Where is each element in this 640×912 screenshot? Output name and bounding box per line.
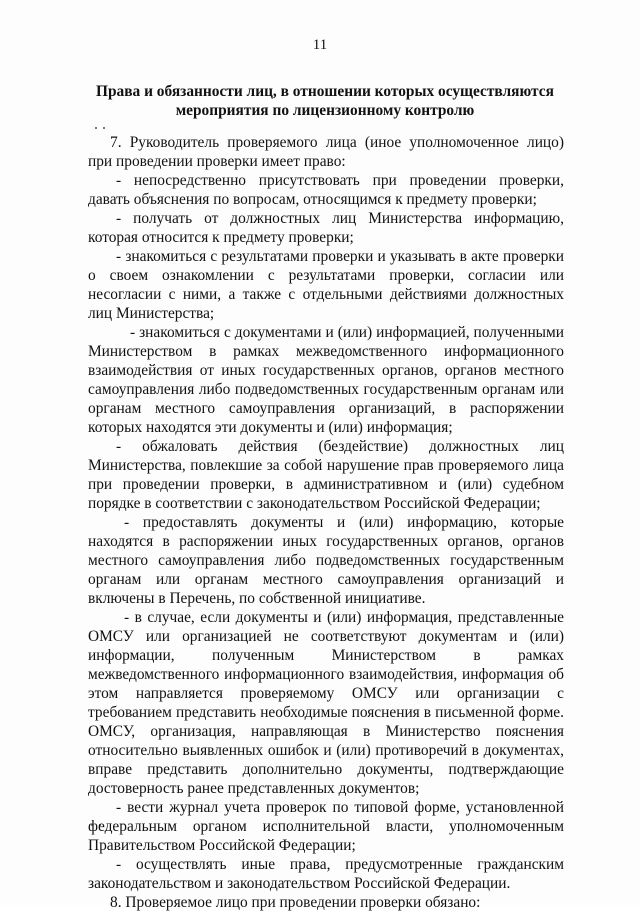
section-title-line-1: Права и обязанности лиц, в отношении которых осуществляются [96, 83, 554, 100]
paragraph: - непосредственно присутствовать при проведении проверки, давать объяснения по вопросам, относящимся к предмету проверки; [88, 172, 564, 208]
paragraph: - обжаловать действия (бездействие) должностных лиц Министерства, повлекшие за собой нарушение прав проверяемого лица при проведении проверки, в административном и (или) судебном порядке в соответствии с законодательством Российской Федерации; [88, 438, 564, 512]
page-number: 11 [312, 37, 328, 53]
section-title [90, 82, 560, 120]
paragraph: - предоставлять документы и (или) информацию, которые находятся в распоряжении иных государственных органов, органов местного самоуправления либо подведомственных государственным органам или органам местного самоуправления организаций и включены в Перечень, по собственной инициативе. [88, 514, 564, 607]
section-title-line-2: мероприятия по лицензионному контролю [175, 102, 475, 119]
scan-speck [95, 127, 97, 129]
paragraph: - осуществлять иные права, предусмотренные гражданским законодательством и законодательством Российской Федерации. [88, 856, 564, 892]
scan-speck [103, 127, 105, 129]
document-body [88, 133, 564, 912]
paragraph: - знакомиться с результатами проверки и указывать в акте проверки о своем ознакомлении с результатами проверки, согласии или несогласии с ними, а также с отдельными действиями должностных лиц Министерства; [88, 248, 564, 322]
paragraph: 8. Проверяемое лицо при проведении проверки обязано: [110, 894, 481, 911]
paragraph: - вести журнал учета проверок по типовой форме, установленной федеральным органом исполнительной власти, уполномоченным Правительством Российской Федерации; [88, 799, 564, 854]
paragraph: - в случае, если документы и (или) информация, представленные ОМСУ или организацией не соответствуют документам и (или) информации, полученным Министерством в рамках межведомственного информационного взаимодействия, информация об этом направляется проверяемому ОМСУ или организации с требованием представить необходимые пояснения в письменной форме. ОМСУ, организация, направляющая в Министерство пояснения относительно выявленных ошибок и (или) противоречий в документах, вправе представить дополнительно документы, подтверждающие достоверность ранее представленных документов; [88, 609, 564, 797]
paragraph: 7. Руководитель проверяемого лица (иное уполномоченное лицо) при проведении проверки имеет право: [88, 134, 564, 170]
paragraph: - знакомиться с документами и (или) информацией, полученными Министерством в рамках межведомственного информационного взаимодействия от иных государственных органов, органов местного самоуправления либо подведомственных государственным органам или органам местного самоуправления организаций, в распоряжении которых находятся эти документы и (или) информация; [88, 324, 564, 436]
paragraph: - получать от должностных лиц Министерства информацию, которая относится к предмету проверки; [88, 210, 564, 246]
